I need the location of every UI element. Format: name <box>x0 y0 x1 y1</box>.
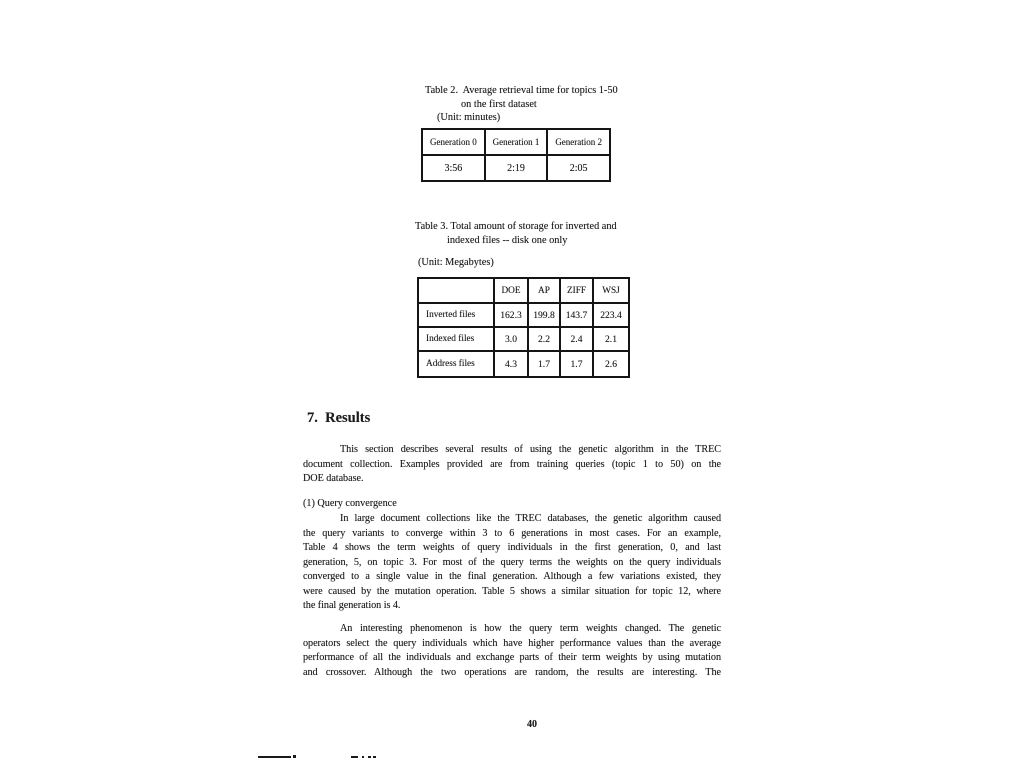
table3-value-cell: 1.7 <box>529 352 561 376</box>
table3-col-header: WSJ <box>594 279 628 304</box>
paragraph-line: operators select the query individuals which have higher performance values than the average <box>303 637 721 649</box>
paragraph-line: the query variants to converge within 3 to 6 generations in most cases. For an example, <box>303 527 721 539</box>
scan-artifact-dot <box>368 756 371 758</box>
table3-value-cell: 2.1 <box>594 328 628 352</box>
table3-value-cell: 2.4 <box>561 328 594 352</box>
table3-row-label: Indexed files <box>419 328 495 352</box>
paragraph-line: document collection. Examples provided are from training queries (topic 1 to 50) on the <box>303 458 721 470</box>
table3-value-cell: 4.3 <box>495 352 529 376</box>
table3-corner-cell <box>419 279 495 304</box>
table3-row-label: Inverted files <box>419 304 495 328</box>
table3-caption-line1: Table 3. Total amount of storage for inverted and <box>415 221 617 232</box>
paragraph-line: An interesting phenomenon is how the query term weights changed. The genetic <box>340 623 721 634</box>
table2-value-cell: 3:56 <box>423 156 486 180</box>
table2-header-cell: Generation 2 <box>555 137 603 147</box>
table3-value-cell: 162.3 <box>495 304 529 328</box>
section-heading: 7. Results <box>307 410 371 426</box>
query-convergence-subheading: (1) Query convergence <box>303 498 397 509</box>
scan-artifact-dash <box>351 756 358 758</box>
table3-col-header: DOE <box>495 279 529 304</box>
paragraph-line: performance of all the individuals and exchange parts of their term weights by using mutation <box>303 652 721 663</box>
table3-value-cell: 3.0 <box>495 328 529 352</box>
table2-value-cell: 2:19 <box>486 156 549 180</box>
paragraph-line: the final generation is 4. <box>303 600 401 611</box>
paragraph-2 <box>303 512 721 614</box>
table2-value-row <box>423 156 609 180</box>
table3-value-cell: 223.4 <box>594 304 628 328</box>
table2-header-cell: Generation 1 <box>486 130 549 154</box>
scan-artifact-dot <box>293 755 296 758</box>
table3-value-cell: 2.2 <box>529 328 561 352</box>
paragraph-line: were caused by the mutation operation. Table 5 shows a similar situation for topic 12, where <box>303 585 721 597</box>
table3-col-header: AP <box>529 279 561 304</box>
table3-value-cell: 2.6 <box>605 358 617 370</box>
table3-caption-line2: indexed files -- disk one only <box>447 235 568 246</box>
paragraph-line: DOE database. <box>303 473 364 484</box>
paragraph-line: generation, 5, on topic 3. For most of the query terms the weights on the query individuals <box>303 556 721 568</box>
table3 <box>417 277 630 378</box>
paragraph-3 <box>303 622 721 680</box>
scan-artifact-dot <box>373 756 376 758</box>
page-number: 40 <box>527 719 537 730</box>
paragraph-line: and crossover. Although the two operations are random, the results are interesting. The <box>303 666 721 678</box>
paragraph-line: In large document collections like the TREC databases, the genetic algorithm caused <box>340 513 721 524</box>
table2 <box>421 128 611 182</box>
table3-value-cell: 1.7 <box>561 352 594 376</box>
table2-header-row <box>423 130 609 156</box>
table2-caption-line1: Table 2. Average retrieval time for topics 1-50 <box>425 85 618 96</box>
paragraph-line: converged to a single value in the final generation. Although a few variations existed, they <box>303 571 721 582</box>
table2-value-cell: 2:05 <box>569 162 588 174</box>
table3-unit-label: (Unit: Megabytes) <box>418 257 494 268</box>
table2-unit-label: (Unit: minutes) <box>437 112 501 123</box>
table2-header-cell: Generation 0 <box>423 130 486 154</box>
table2-caption-line2: on the first dataset <box>461 99 537 110</box>
scan-artifact-line <box>258 756 291 758</box>
table3-row-label: Address files <box>419 352 495 376</box>
table3-col-header: ZIFF <box>561 279 594 304</box>
paragraph-line: This section describes several results of using the genetic algorithm in the TREC <box>340 444 721 455</box>
paragraph-line: Table 4 shows the term weights of query individuals in the first generation, 0, and last <box>303 542 721 553</box>
table3-value-cell: 199.8 <box>529 304 561 328</box>
paragraph-1 <box>303 443 721 487</box>
table3-value-cell: 143.7 <box>561 304 594 328</box>
scan-artifact-dot <box>362 756 364 758</box>
